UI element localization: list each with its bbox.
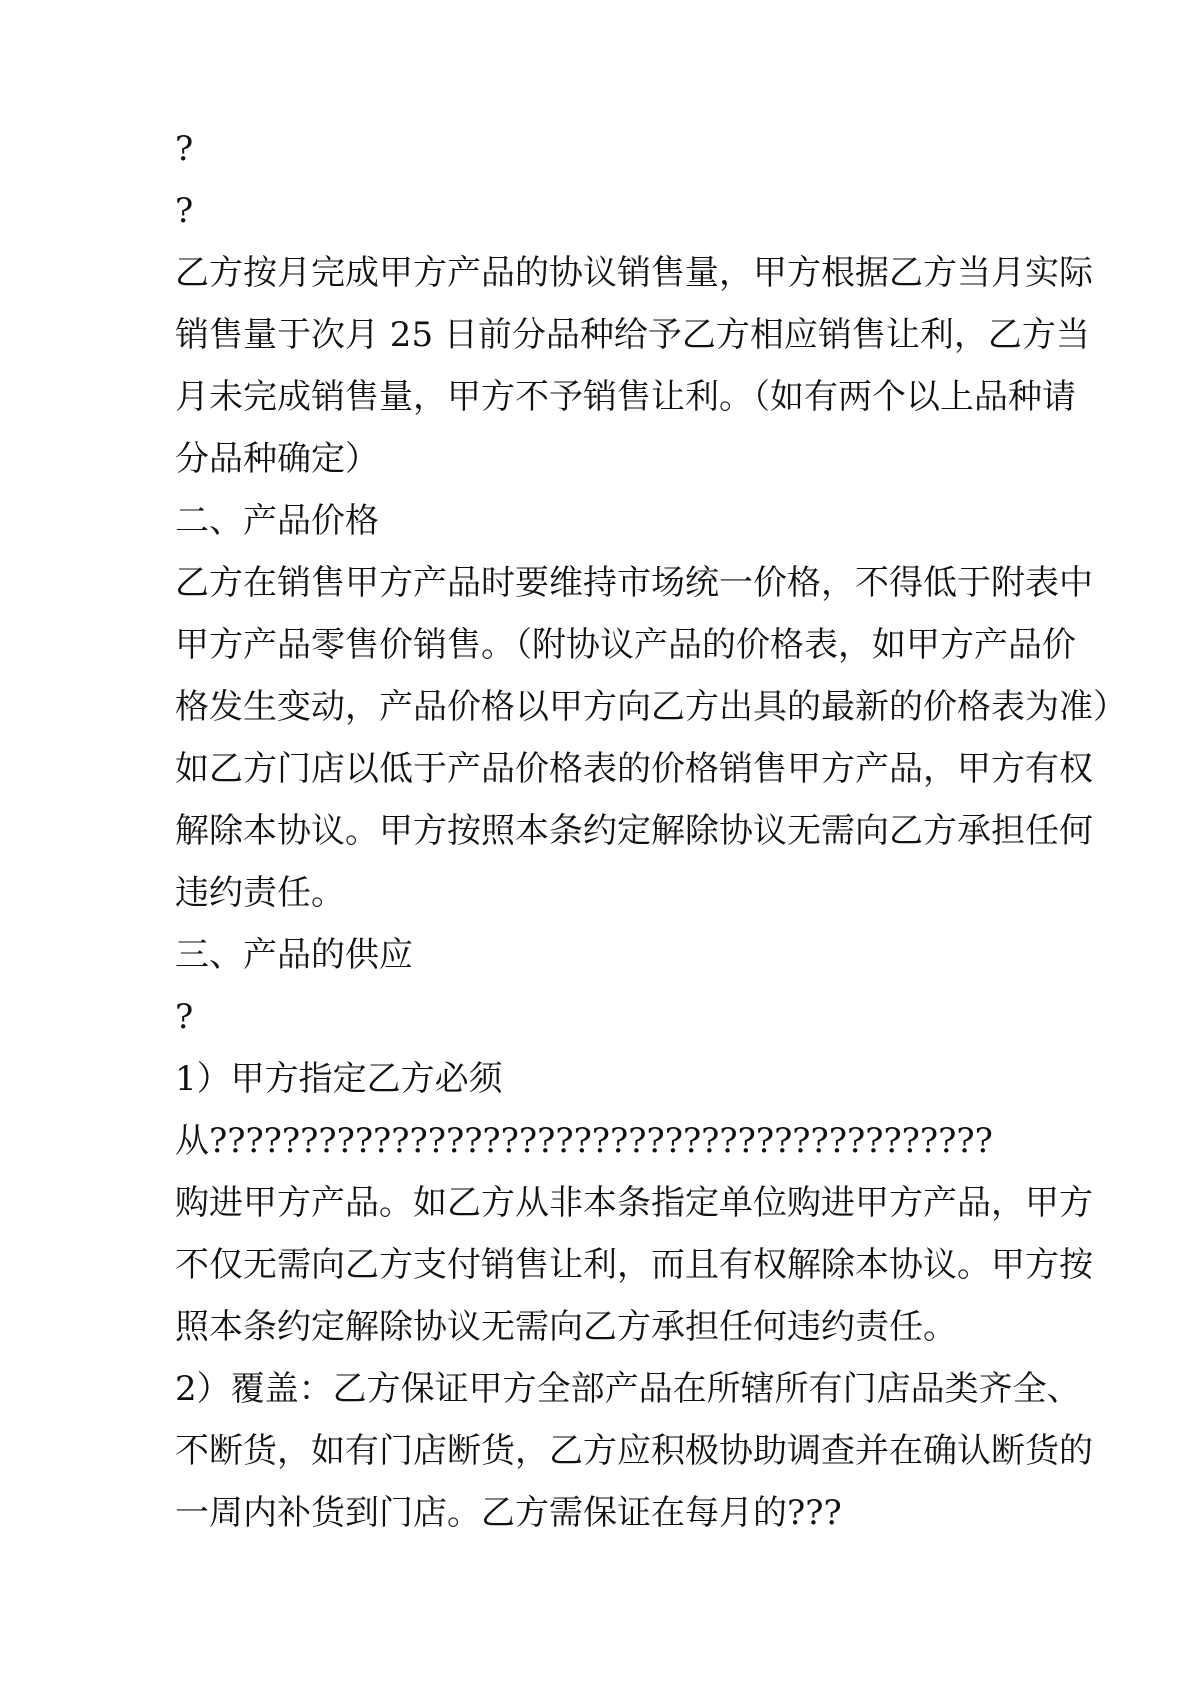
document-body	[175, 118, 1127, 1544]
text-line: 甲方产品零售价销售。（附协议产品的价格表，如甲方产品价	[175, 625, 1076, 665]
text-line: 月未完成销售量，甲方不予销售让利。（如有两个以上品种请	[175, 377, 1076, 417]
text-line: 不仅无需向乙方支付销售让利，而且有权解除本协议。甲方按	[175, 1245, 1093, 1285]
text-line: ?	[175, 191, 194, 231]
text-line: ?	[175, 997, 194, 1037]
text-line: 从???????????????????????????????????????????	[175, 1121, 993, 1161]
section-heading-product-price: 二、产品价格	[175, 501, 379, 541]
text-line: 照本条约定解除协议无需向乙方承担任何违约责任。	[175, 1307, 957, 1347]
text-line: 格发生变动，产品价格以甲方向乙方出具的最新的价格表为准）	[175, 687, 1127, 727]
text-line: 如乙方门店以低于产品价格表的价格销售甲方产品，甲方有权	[175, 749, 1093, 789]
clause-2-coverage: 2）覆盖：乙方保证甲方全部产品在所辖所有门店品类齐全、	[175, 1369, 1081, 1409]
text-line: 违约责任。	[175, 873, 345, 913]
text-line: 分品种确定）	[175, 439, 379, 479]
text-line: ?	[175, 129, 194, 169]
section-heading-product-supply: 三、产品的供应	[175, 935, 413, 975]
clause-1-designated-supplier: 1）甲方指定乙方必须	[175, 1059, 503, 1099]
paragraph-sales-rebate: 乙方按月完成甲方产品的协议销售量，甲方根据乙方当月实际	[175, 253, 1093, 293]
text-line: 一周内补货到门店。乙方需保证在每月的???	[175, 1493, 842, 1533]
text-line: 销售量于次月 25 日前分品种给予乙方相应销售让利，乙方当	[175, 315, 1090, 355]
text-line: 解除本协议。甲方按照本条约定解除协议无需向乙方承担任何	[175, 811, 1093, 851]
paragraph-price-rules: 乙方在销售甲方产品时要维持市场统一价格，不得低于附表中	[175, 563, 1093, 603]
text-line: 不断货，如有门店断货，乙方应积极协助调查并在确认断货的	[175, 1431, 1093, 1471]
text-line: 购进甲方产品。如乙方从非本条指定单位购进甲方产品，甲方	[175, 1183, 1093, 1223]
